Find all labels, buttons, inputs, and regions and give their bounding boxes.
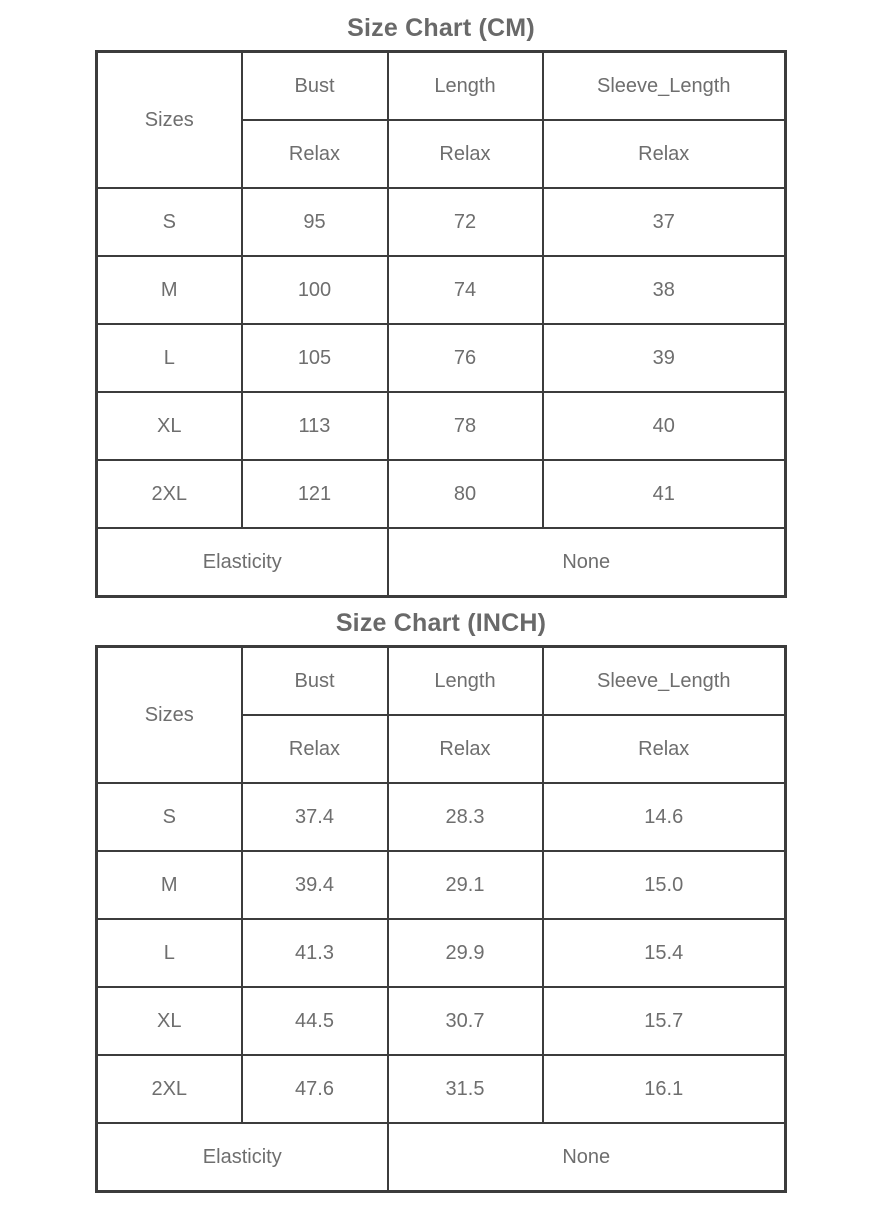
table-row-2xl — [97, 460, 786, 528]
subheader-relax-bust: Relax — [242, 120, 388, 188]
sleeve-length-value: 15.0 — [543, 851, 786, 919]
length-value: 80 — [388, 460, 543, 528]
size-label: 2XL — [97, 1055, 242, 1123]
table-row-s — [97, 783, 786, 851]
header-sizes: Sizes — [97, 647, 242, 784]
sleeve-length-value: 40 — [543, 392, 786, 460]
table-row-s — [97, 188, 786, 256]
subheader-relax-length: Relax — [388, 120, 543, 188]
size-chart-inch-section — [95, 608, 787, 1193]
length-value: 78 — [388, 392, 543, 460]
subheader-relax-bust: Relax — [242, 715, 388, 783]
table-row-l — [97, 324, 786, 392]
size-label: L — [97, 919, 242, 987]
length-value: 29.1 — [388, 851, 543, 919]
sleeve-length-value: 16.1 — [543, 1055, 786, 1123]
size-label: L — [97, 324, 242, 392]
subheader-relax-length: Relax — [388, 715, 543, 783]
length-value: 74 — [388, 256, 543, 324]
length-value: 29.9 — [388, 919, 543, 987]
subheader-relax-sleeve: Relax — [543, 715, 786, 783]
size-chart-cm-title: Size Chart (CM) — [347, 14, 535, 42]
table-row-xl — [97, 987, 786, 1055]
header-sizes: Sizes — [97, 52, 242, 189]
table-row-m — [97, 851, 786, 919]
bust-value: 37.4 — [242, 783, 388, 851]
size-label: M — [97, 256, 242, 324]
elasticity-label: Elasticity — [97, 1123, 388, 1192]
size-label: S — [97, 188, 242, 256]
elasticity-row — [97, 528, 786, 597]
elasticity-value: None — [388, 1123, 786, 1192]
bust-value: 41.3 — [242, 919, 388, 987]
header-bust: Bust — [242, 647, 388, 716]
length-value: 72 — [388, 188, 543, 256]
header-length: Length — [388, 52, 543, 121]
header-sleeve-length: Sleeve_Length — [543, 52, 786, 121]
bust-value: 44.5 — [242, 987, 388, 1055]
length-value: 76 — [388, 324, 543, 392]
elasticity-label: Elasticity — [97, 528, 388, 597]
sleeve-length-value: 41 — [543, 460, 786, 528]
subheader-relax-sleeve: Relax — [543, 120, 786, 188]
header-row — [97, 647, 786, 716]
sleeve-length-value: 37 — [543, 188, 786, 256]
bust-value: 95 — [242, 188, 388, 256]
bust-value: 39.4 — [242, 851, 388, 919]
size-label: M — [97, 851, 242, 919]
header-length: Length — [388, 647, 543, 716]
size-chart-inch-title: Size Chart (INCH) — [335, 609, 547, 637]
table-row-2xl — [97, 1055, 786, 1123]
sleeve-length-value: 38 — [543, 256, 786, 324]
elasticity-row — [97, 1123, 786, 1192]
length-value: 31.5 — [388, 1055, 543, 1123]
size-label: S — [97, 783, 242, 851]
size-chart-inch-table — [95, 645, 787, 1193]
size-chart-cm-section — [95, 13, 787, 598]
bust-value: 113 — [242, 392, 388, 460]
sleeve-length-value: 15.7 — [543, 987, 786, 1055]
table-row-m — [97, 256, 786, 324]
sleeve-length-value: 15.4 — [543, 919, 786, 987]
header-row — [97, 52, 786, 121]
size-label: XL — [97, 392, 242, 460]
bust-value: 105 — [242, 324, 388, 392]
sleeve-length-value: 39 — [543, 324, 786, 392]
sleeve-length-value: 14.6 — [543, 783, 786, 851]
bust-value: 121 — [242, 460, 388, 528]
header-bust: Bust — [242, 52, 388, 121]
size-label: 2XL — [97, 460, 242, 528]
table-row-l — [97, 919, 786, 987]
length-value: 28.3 — [388, 783, 543, 851]
elasticity-value: None — [388, 528, 786, 597]
bust-value: 100 — [242, 256, 388, 324]
length-value: 30.7 — [388, 987, 543, 1055]
size-label: XL — [97, 987, 242, 1055]
bust-value: 47.6 — [242, 1055, 388, 1123]
header-sleeve-length: Sleeve_Length — [543, 647, 786, 716]
table-row-xl — [97, 392, 786, 460]
size-chart-cm-table — [95, 50, 787, 598]
